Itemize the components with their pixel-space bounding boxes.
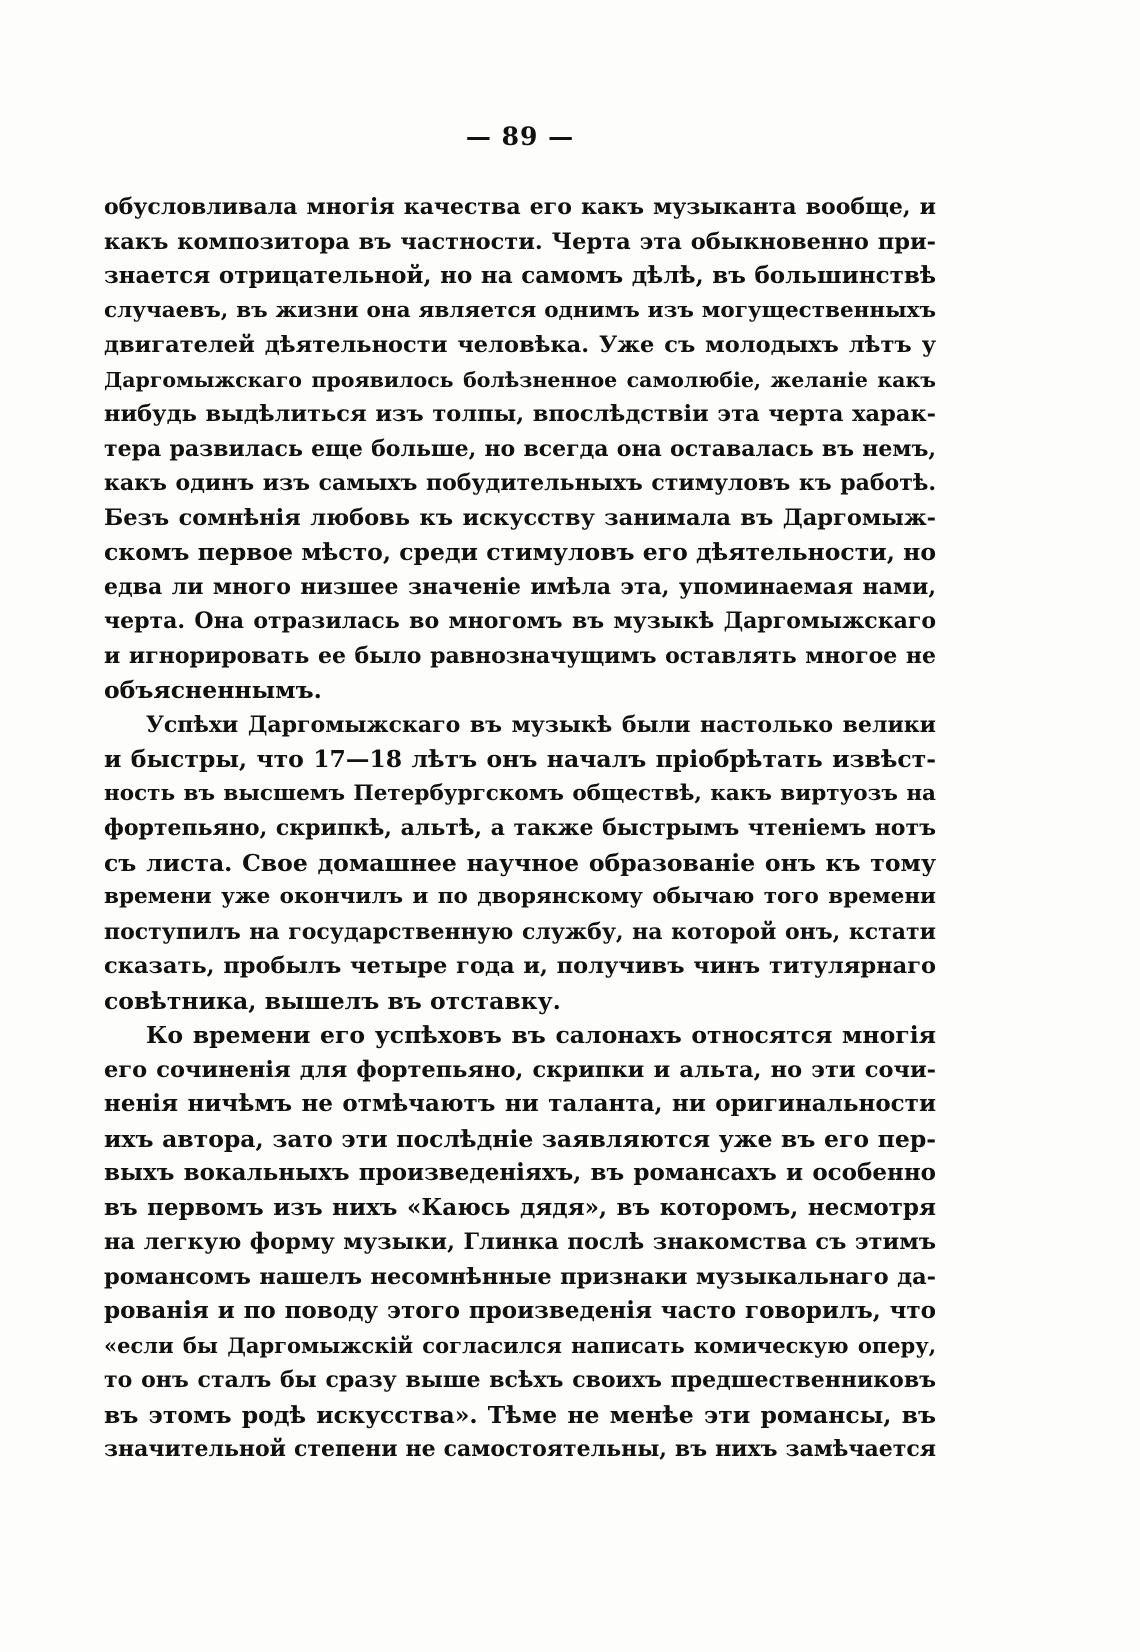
text-line: въ первомъ изъ нихъ «Каюсь дядя», въ которомъ, несмотря: [104, 1193, 936, 1221]
text-line: его сочиненія для фортепьяно, скрипки и альта, но эти сочи-: [104, 1056, 936, 1083]
paragraph-2: [104, 708, 936, 1019]
text-line: скомъ первое мѣсто, среди стимуловъ его дѣятельности, но: [104, 538, 936, 566]
text-line: и быстры, что 17—18 лѣтъ онъ началъ пріобрѣтать извѣст-: [104, 745, 936, 773]
text-line: значительной степени не самостоятельны, въ нихъ замѣчается: [104, 1436, 936, 1462]
text-line: и игнорировать ее было равнозначущимъ оставлять многое не: [104, 642, 936, 669]
text-line: Успѣхи Даргомыжскаго въ музыкѣ были настолько велики: [146, 711, 936, 738]
text-line: то онъ сталъ бы сразу выше всѣхъ своихъ предшественниковъ: [104, 1367, 936, 1393]
text-line: романсомъ нашелъ несомнѣнные признаки музыкальнаго да-: [104, 1263, 936, 1290]
text-line: Даргомыжскаго проявилось болѣзненное самолюбіе, желаніе какъ: [104, 367, 936, 392]
text-line: совѣтника, вышелъ въ отставку.: [104, 986, 561, 1015]
text-line: какъ композитора въ частности. Черта эта обыкновенно при-: [104, 228, 936, 255]
text-line: выхъ вокальныхъ произведеніяхъ, въ романсахъ и особенно: [104, 1159, 936, 1186]
text-line: рованія и по поводу этого произведенія часто говорилъ, что: [104, 1297, 936, 1324]
page-number: — 89 —: [465, 122, 575, 151]
text-line: какъ одинъ изъ самыхъ побудительныхъ стимуловъ къ работѣ.: [104, 470, 936, 496]
text-line: объясненнымъ.: [104, 676, 322, 704]
text-line: ность въ высшемъ Петербургскомъ обществѣ, какъ виртуозъ на: [104, 780, 936, 806]
text-line: двигателей дѣятельности человѣка. Уже съ молодыхъ лѣтъ у: [104, 332, 936, 358]
paragraph-1: [104, 190, 936, 708]
text-line: на легкую форму музыки, Глинка послѣ знакомства съ этимъ: [104, 1229, 936, 1255]
text-line: случаевъ, въ жизни она является однимъ изъ могущественныхъ: [104, 297, 936, 323]
text-line: поступилъ на государственную службу, на которой онъ, кстати: [104, 918, 936, 945]
text-line: фортепьяно, скрипкѣ, альтѣ, а также быстрымъ чтеніемъ нотъ: [104, 815, 936, 841]
text-line: тера развилась еще больше, но всегда она оставалась въ немъ,: [104, 435, 936, 462]
text-line: сказать, пробылъ четыре года и, получивъ чинъ титулярнаго: [104, 953, 936, 979]
text-line: черта. Она отразилась во многомъ въ музыкѣ Даргомыжскаго: [104, 608, 936, 634]
text-line: нибудь выдѣлиться изъ толпы, впослѣдствіи эта черта харак-: [104, 401, 936, 427]
text-line: едва ли много низшее значеніе имѣла эта, упоминаемая нами,: [104, 573, 936, 600]
text-line: ненія ничѣмъ не отмѣчаютъ ни таланта, ни оригинальности: [104, 1090, 936, 1117]
text-line: обусловливала многія качества его какъ музыканта вообще, и: [104, 194, 936, 220]
text-line: съ листа. Свое домашнее научное образованіе онъ къ тому: [104, 848, 936, 877]
text-line: Безъ сомнѣнія любовь къ искусству занимала въ Даргомыж-: [104, 504, 936, 531]
body-text: [104, 190, 936, 1467]
text-line: ихъ автора, зато эти послѣдніе заявляются уже въ его пер-: [104, 1124, 936, 1153]
text-line: въ этомъ родѣ искусства». Тѣме не менѣе эти романсы, въ: [104, 1400, 936, 1429]
text-line: знается отрицательной, но на самомъ дѣлѣ, въ большинствѣ: [104, 262, 936, 289]
text-line: времени уже окончилъ и по дворянскому обычаю того времени: [104, 884, 936, 909]
text-line: «если бы Даргомыжскій согласился написать комическую оперу,: [104, 1332, 936, 1358]
text-line: Ко времени его успѣховъ въ салонахъ относятся многія: [146, 1021, 936, 1049]
paragraph-3: [104, 1018, 936, 1467]
